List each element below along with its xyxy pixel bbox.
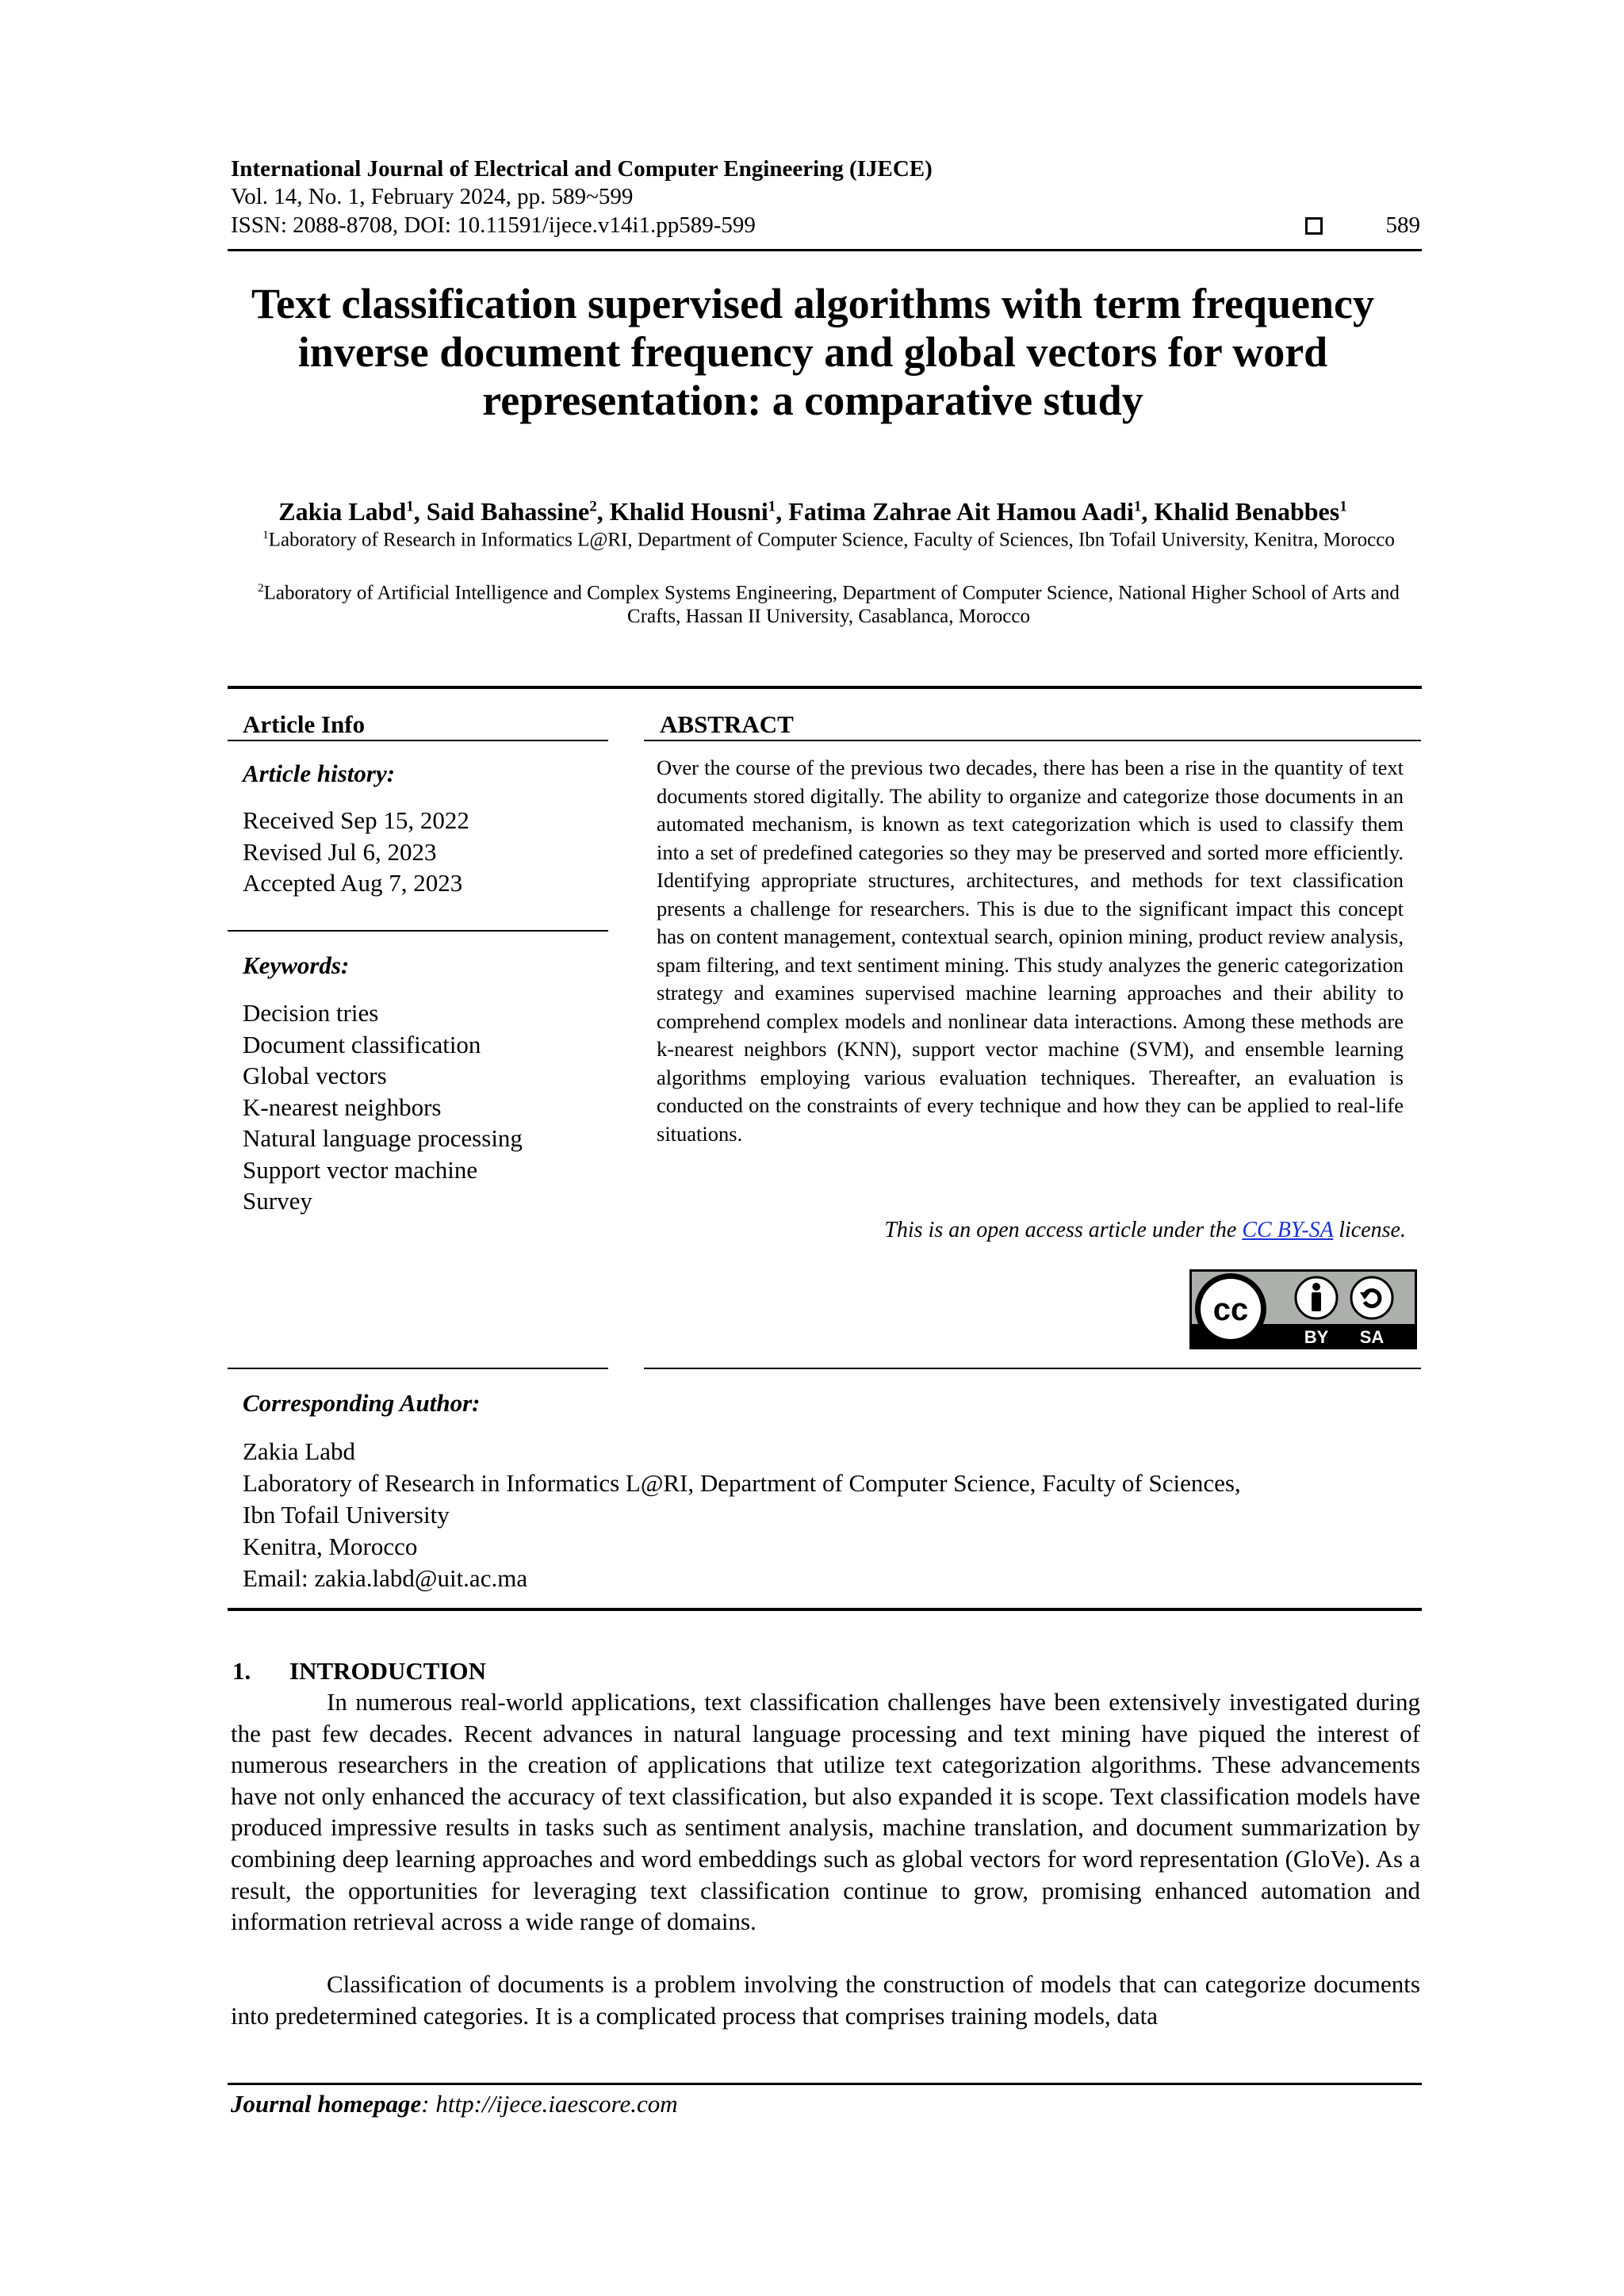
corresponding-affiliation: Laboratory of Research in Informatics L@RI, Department of Computer Science, Faculty of Sciences, xyxy=(243,1469,1241,1497)
intro-paragraph-2: Classification of documents is a problem involving the construction of models that can categorize documents into predetermined categories. It is a complicated process that comprises training models, data xyxy=(231,1970,1420,2030)
article-info-rule xyxy=(228,740,608,741)
keyword-item: Support vector machine xyxy=(243,1155,478,1184)
paper-title: Text classification supervised algorithms with term frequency inverse document frequency and global vectors for word representation: a comparative study xyxy=(251,280,1374,424)
footer-rule xyxy=(228,2083,1422,2085)
affiliation-1: $^1$Laboratory of Research in Informatics L@RI, Department of Computer Science, Faculty of Sciences, Ibn Tofail University, Kenitra, Morocco xyxy=(262,529,1395,551)
info-box-top-rule xyxy=(228,686,1422,689)
history-received: Received Sep 15, 2022 xyxy=(243,806,469,834)
corresponding-location: Kenitra, Morocco xyxy=(243,1533,418,1560)
corresponding-name: Zakia Labd xyxy=(243,1437,356,1465)
homepage-link[interactable]: http://ijece.iaescore.com xyxy=(435,2090,678,2118)
keyword-item: Survey xyxy=(243,1187,312,1215)
license-statement: This is an open access article under the CC BY-SA license. xyxy=(884,1218,1406,1242)
corresponding-author-heading: Corresponding Author: xyxy=(243,1389,481,1417)
keyword-item: Natural language processing xyxy=(243,1124,523,1152)
article-history-list xyxy=(243,805,607,899)
cc-logo-icon xyxy=(1195,1273,1266,1345)
section-heading-introduction: 1. INTRODUCTION xyxy=(232,1657,487,1685)
right-bottom-rule xyxy=(644,1368,1421,1369)
volume-info: Vol. 14, No. 1, February 2024, pp. 589~599 xyxy=(231,184,634,209)
author-4: Fatima Zahrae Ait Hamou Aadi$^1$, xyxy=(788,496,1155,526)
keyword-item: Document classification xyxy=(243,1030,481,1058)
author-list xyxy=(206,492,1419,526)
article-info-heading: Article Info xyxy=(243,710,366,738)
author-3: Khalid Housni$^1$, xyxy=(609,496,789,526)
author-1: Zakia Labd$^1$, xyxy=(278,496,427,526)
left-bottom-rule xyxy=(228,1368,608,1369)
sa-label: SA xyxy=(1359,1327,1385,1347)
abstract-body: Over the course of the previous two decades, there has been a rise in the quantity of text documents stored digitally. The ability to organize and categorize those documents in an automated mechanism, is known as text categorization which is used to classify them into a set of predefined categories so they may be preserved and sorted more efficiently. Identifying appropriate structures, architectures, and methods for text classification presents a challenge for researchers. This is due to the significant impact this concept has on content management, contextual search, opinion mining, product review analysis, spam filtering, and text sentiment mining. This study analyzes the generic categorization strategy and examines supervised machine learning approaches and their ability to comprehend complex models and nonlinear data interactions. Among these methods are k-nearest neighbors (KNN), support vector machine (SVM), and ensemble learning algorithms employing various evaluation techniques. Thereafter, an evaluation is conducted on the constraints of every technique and how they can be applied to real-life situations. xyxy=(657,756,1404,1146)
header-rule xyxy=(228,249,1422,251)
affiliation-2: $^2$Laboratory of Artificial Intelligence and Complex Systems Engineering, Department of Computer Science, National Higher School of Arts and Crafts, Hassan II University, Casablanca, Morocco xyxy=(258,582,1400,628)
author-5: Khalid Benabbes$^1$ xyxy=(1154,496,1347,526)
abstract-rule xyxy=(644,740,1421,741)
svg-text:cc: cc xyxy=(1212,1292,1249,1327)
abstract-heading: ABSTRACT xyxy=(660,710,794,738)
cc-by-sa-badge[interactable] xyxy=(1189,1269,1417,1349)
journal-name: International Journal of Electrical and Computer Engineering (IJECE) xyxy=(231,156,933,182)
keyword-item: Global vectors xyxy=(243,1062,387,1089)
corresponding-university: Ibn Tofail University xyxy=(243,1501,450,1529)
keywords-list xyxy=(243,997,607,1217)
author-2: Said Bahassine$^2$, xyxy=(426,496,610,526)
keywords-rule xyxy=(228,930,608,932)
page-number: 589 xyxy=(1385,212,1420,238)
article-history-heading: Article history: xyxy=(243,760,396,787)
cc-by-sa-link[interactable]: CC BY-SA xyxy=(1242,1218,1334,1242)
keyword-item: K-nearest neighbors xyxy=(243,1093,442,1121)
corresponding-email[interactable]: Email: zakia.labd@uit.ac.ma xyxy=(243,1564,528,1592)
history-revised: Revised Jul 6, 2023 xyxy=(243,837,437,866)
keywords-heading: Keywords: xyxy=(243,951,350,979)
journal-homepage: Journal homepage: http://ijece.iaescore.com xyxy=(231,2090,678,2118)
attribution-person-icon xyxy=(1296,1277,1337,1318)
info-box-bottom-rule xyxy=(228,1608,1422,1611)
keyword-item: Decision tries xyxy=(243,999,379,1027)
by-label: BY xyxy=(1304,1327,1329,1347)
history-accepted: Accepted Aug 7, 2023 xyxy=(243,869,463,897)
intro-paragraph-1: In numerous real-world applications, text classification challenges have been extensively investigated during the past few decades. Recent advances in natural language processing and text mining have piqued the interest of numerous researchers in the creation of applications that utilize text categorization algorithms. These advancements have not only enhanced the accuracy of text classification, but also expanded it is scope. Text classification models have produced impressive results in tasks such as sentiment analysis, machine translation, and document summarization by combining deep learning approaches and word embeddings such as global vectors for word representation (GloVe). As a result, the opportunities for leveraging text classification continue to grow, promising enhanced automation and information retrieval across a wide range of domains. xyxy=(231,1688,1420,1936)
checkbox-square-icon xyxy=(1305,217,1323,235)
share-alike-icon xyxy=(1351,1277,1392,1318)
issn-doi: ISSN: 2088-8708, DOI: 10.11591/ijece.v14i1.pp589-599 xyxy=(231,212,756,238)
